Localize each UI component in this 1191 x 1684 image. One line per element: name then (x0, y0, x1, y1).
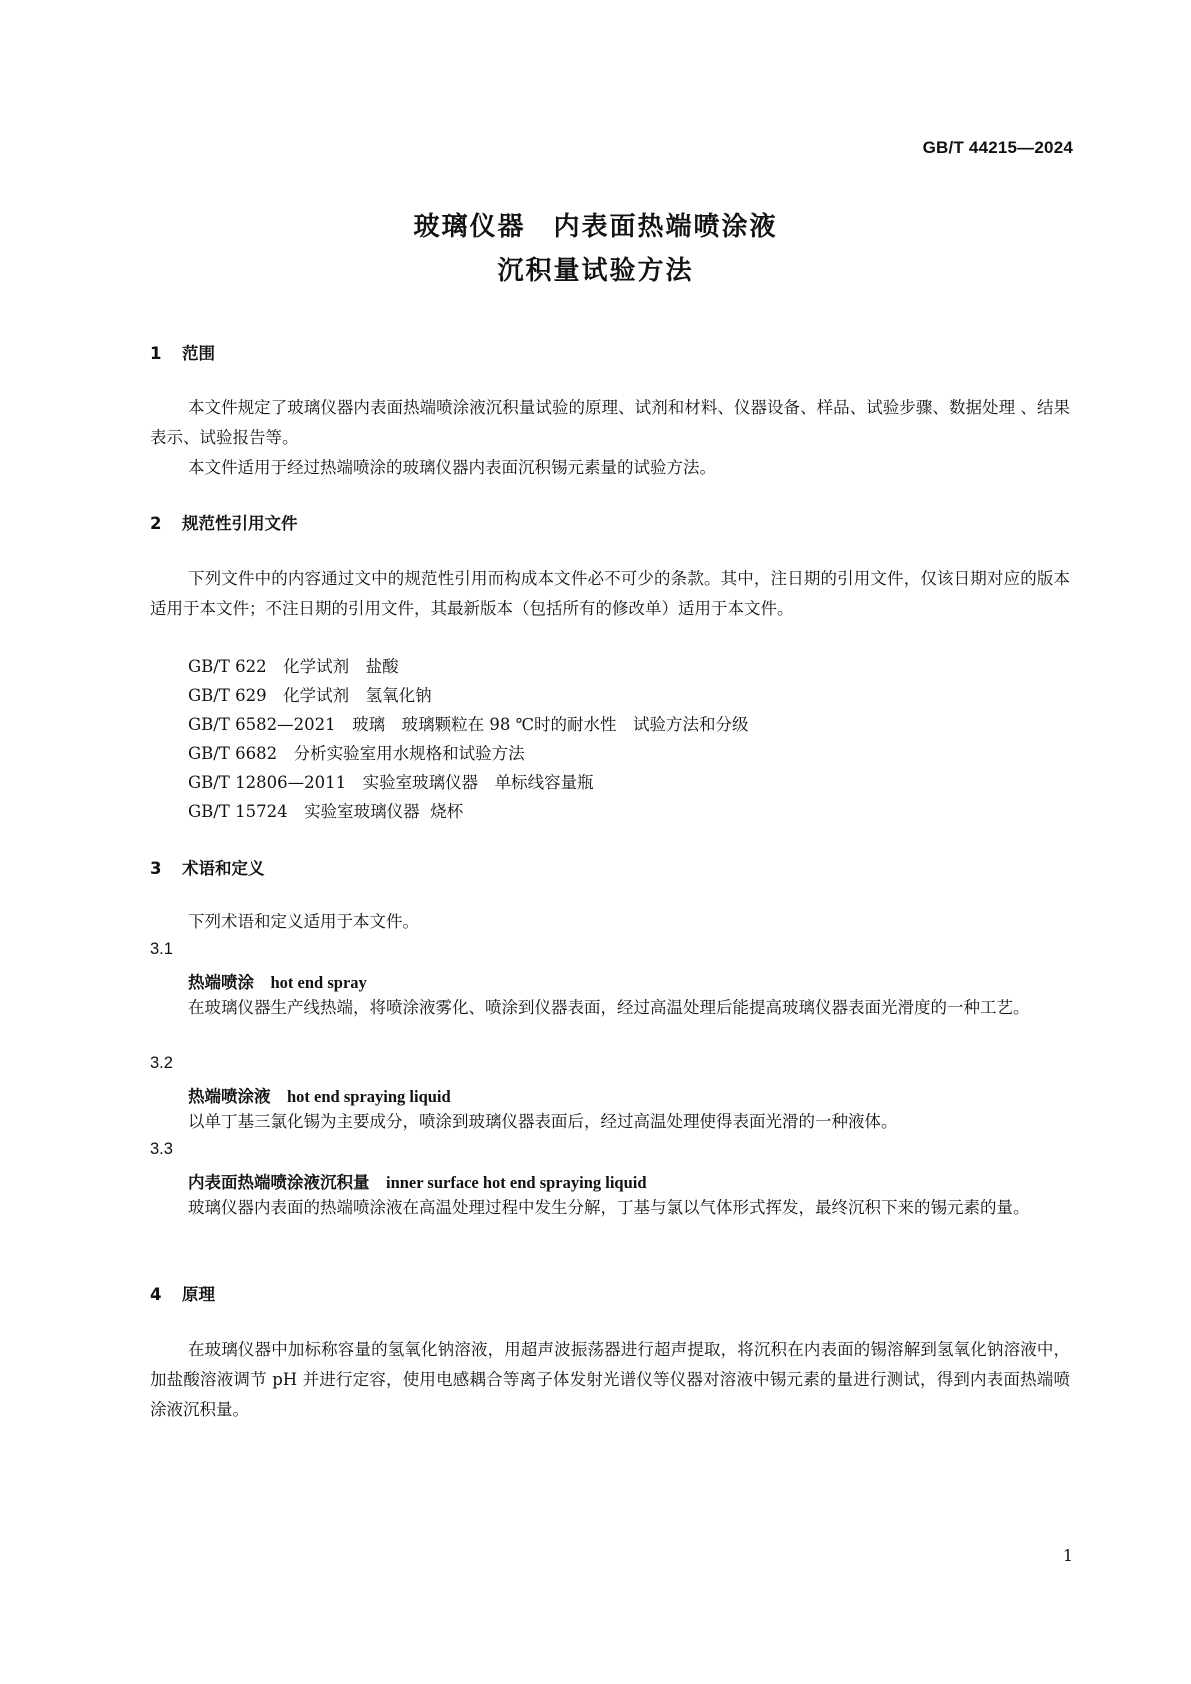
term-number: 3.1 (150, 940, 173, 958)
section-title: 规范性引用文件 (182, 514, 298, 533)
section-number: 3 (150, 859, 162, 878)
section-number: 2 (150, 514, 162, 533)
term-en: inner surface hot end spraying liquid (386, 1173, 647, 1192)
section-heading-normative-references (150, 510, 298, 534)
references-intro-paragraph: 下列文件中的内容通过文中的规范性引用而构成本文件必不可少的条款。其中，注日期的引用文件，仅该日期对应的版本适用于本文件；不注日期的引用文件，其最新版本（包括所有的修改单）适用于本文件。 (150, 569, 1070, 618)
section-heading-principle (150, 1281, 215, 1305)
section-title: 原理 (182, 1285, 215, 1304)
title-line-2: 沉积量试验方法 (497, 256, 694, 286)
term-zh: 内表面热端喷涂液沉积量 (188, 1173, 370, 1192)
reference-item: GB/T 6582—2021 玻璃 玻璃颗粒在 98 ℃时的耐水性 试验方法和分级 (188, 715, 749, 734)
term-definition: 以单丁基三氯化锡为主要成分，喷涂到玻璃仪器表面后，经过高温处理使得表面光滑的一种液体。 (188, 1112, 898, 1131)
section-heading-terms (150, 855, 265, 879)
reference-item: GB/T 629 化学试剂 氢氧化钠 (188, 686, 432, 705)
term-en: hot end spray (270, 973, 367, 992)
title-line-1: 玻璃仪器 内表面热端喷涂液 (413, 212, 778, 242)
document-title (0, 205, 1191, 293)
term-heading (188, 1169, 647, 1193)
term-heading (188, 969, 367, 993)
term-zh: 热端喷涂液 (188, 1087, 271, 1106)
section-title: 术语和定义 (182, 859, 265, 878)
scope-paragraph-2: 本文件适用于经过热端喷涂的玻璃仪器内表面沉积锡元素量的试验方法。 (188, 458, 716, 477)
standard-number: GB/T 44215—2024 (922, 138, 1073, 157)
principle-paragraph: 在玻璃仪器中加标称容量的氢氧化钠溶液，用超声波振荡器进行超声提取，将沉积在内表面的锡溶解到氢氧化钠溶液中，加盐酸溶液调节 pH 并进行定容，使用电感耦合等离子体发射光谱仪等仪器对溶液中锡元素的量进行测试，得到内表面热端喷涂液沉积量。 (150, 1340, 1070, 1419)
section-title: 范围 (182, 344, 215, 363)
section-number: 1 (150, 344, 162, 363)
term-zh: 热端喷涂 (188, 973, 254, 992)
page-number: 1 (1062, 1546, 1073, 1565)
term-en: hot end spraying liquid (287, 1087, 451, 1106)
term-heading (188, 1083, 451, 1107)
reference-item: GB/T 15724 实验室玻璃仪器 烧杯 (188, 802, 464, 821)
term-definition: 在玻璃仪器生产线热端，将喷涂液雾化、喷涂到仪器表面，经过高温处理后能提高玻璃仪器表面光滑度的一种工艺。 (188, 998, 1030, 1017)
reference-item: GB/T 12806—2011 实验室玻璃仪器 单标线容量瓶 (188, 773, 594, 792)
section-heading-scope (150, 340, 215, 364)
section-number: 4 (150, 1285, 162, 1304)
term-definition: 玻璃仪器内表面的热端喷涂液在高温处理过程中发生分解，丁基与氯以气体形式挥发，最终沉积下来的锡元素的量。 (188, 1198, 1030, 1217)
scope-paragraph-1: 本文件规定了玻璃仪器内表面热端喷涂液沉积量试验的原理、试剂和材料、仪器设备、样品、试验步骤、数据处理 、结果表示、试验报告等。 (150, 398, 1070, 447)
term-number: 3.3 (150, 1140, 173, 1158)
terms-intro-paragraph: 下列术语和定义适用于本文件。 (188, 912, 419, 931)
reference-item: GB/T 6682 分析实验室用水规格和试验方法 (188, 744, 525, 763)
reference-item: GB/T 622 化学试剂 盐酸 (188, 657, 399, 676)
term-number: 3.2 (150, 1054, 173, 1072)
